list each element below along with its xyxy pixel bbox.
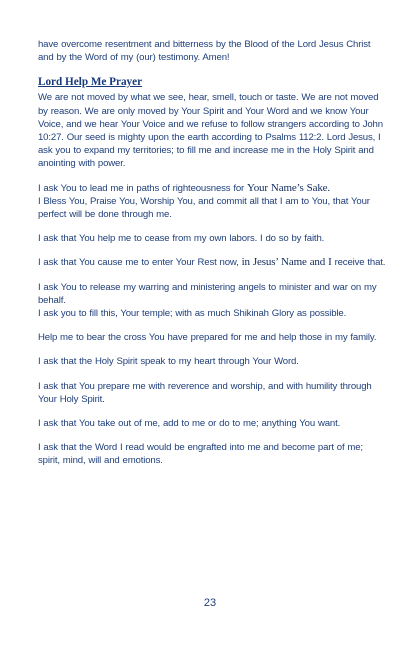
prayer-paragraph-5-continuation: I ask you to fill this, Your temple; with as much Shikinah Glory as possible.: [38, 308, 347, 320]
prayer-paragraph-4: [38, 256, 386, 269]
section-title: Lord Help Me Prayer: [38, 76, 143, 89]
prayer-paragraph-6: Help me to bear the cross You have prepared for me and help those in my family.: [38, 332, 377, 344]
prayer-paragraph-10: I ask that the Word I read would be engrafted into me and become part of me; spirit, mind, will and emotions.: [38, 442, 363, 467]
prayer-paragraph-9: I ask that You take out of me, add to me or do to me; anything You want.: [38, 418, 341, 430]
prayer-paragraph-4-ending: receive that.: [331, 257, 386, 269]
prayer-paragraph-2-text: I ask You to lead me in paths of righteousness for: [38, 182, 248, 194]
page-body: [38, 38, 386, 479]
prayer-paragraph-2-continuation: I Bless You, Praise You, Worship You, and commit all that I am to You, that Your perfect will be done through me.: [38, 195, 370, 221]
page-number: 23: [203, 597, 217, 609]
prayer-paragraph-2: [38, 182, 386, 222]
prayer-paragraph-1: We are not moved by what we see, hear, smell, touch or taste. We are not moved by reason. We are only moved by Your Spirit and Your Word and we know Your Voice, and we hear Your Voice and we refuse to follow strangers according to John 10:27. Our seed is mighty upon the earth according to Psalms 112:2. Lord Jesus, I ask you to expand my territories; to fill me and increase me in the Holy Spirit and anointing with power.: [38, 92, 383, 170]
prayer-paragraph-8: I ask that You prepare me with reverence and worship, and with humility through Your Holy Spirit.: [38, 380, 372, 405]
prayer-paragraph-3: I ask that You help me to cease from my own labors. I do so by faith.: [38, 233, 325, 245]
intro-paragraph: have overcome resentment and bitterness by the Blood of the Lord Jesus Christ and by the Word of my (our) testimony. Amen!: [38, 39, 371, 64]
prayer-paragraph-5: I ask You to release my warring and ministering angels to minister and war on my behalf.: [38, 281, 377, 306]
prayer-paragraph-4-emphasis: in Jesus’ Name and I: [241, 256, 332, 269]
prayer-paragraph-7: I ask that the Holy Spirit speak to my heart through Your Word.: [38, 356, 299, 368]
prayer-paragraph-2-emphasis: Your Name’s Sake.: [247, 181, 331, 194]
prayer-paragraph-4-text: I ask that You cause me to enter Your Rest now,: [38, 257, 242, 269]
